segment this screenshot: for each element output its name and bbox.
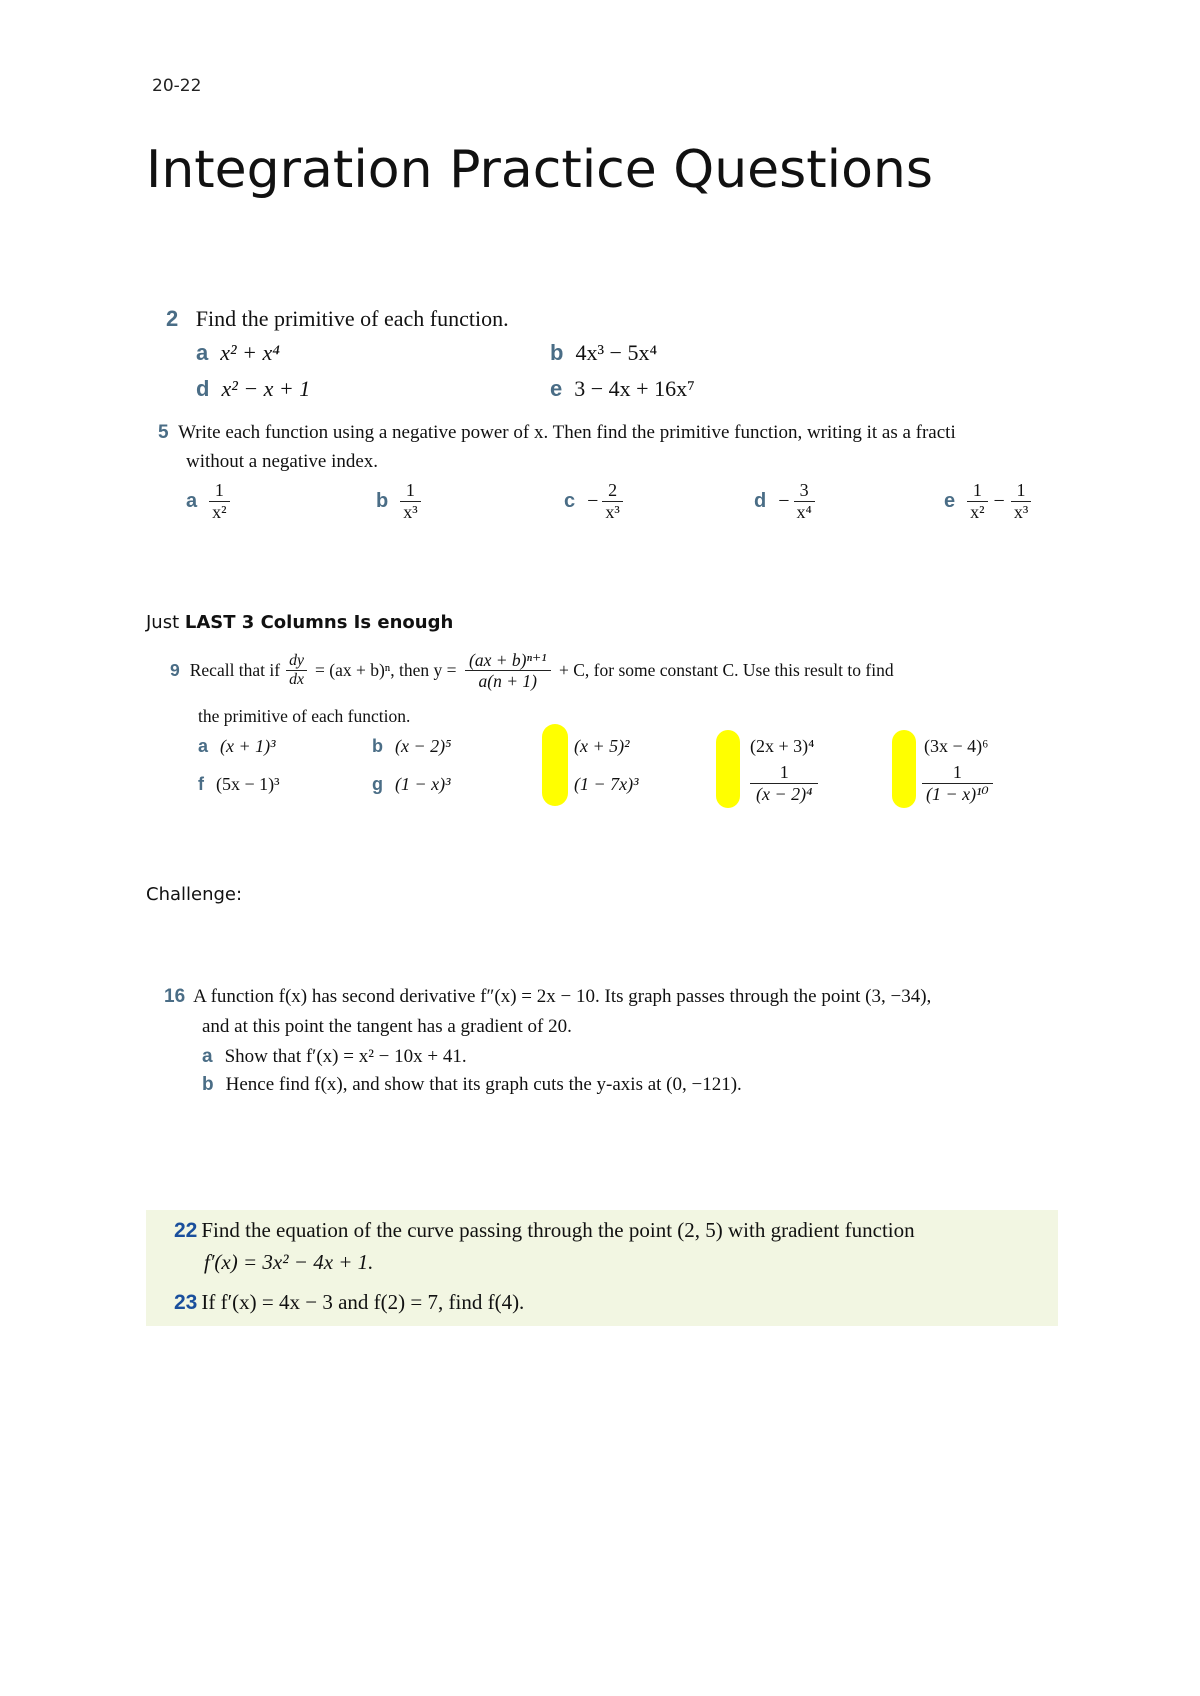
q2-number: 2 [166,306,179,331]
q9-item-a: a (x + 1)³ [198,736,276,756]
q9-item-f: f (5x − 1)³ [198,774,280,794]
q2-item-e-expr: 3 − 4x + 16x⁷ [574,376,695,401]
q9-item-b: b (x − 2)⁵ [372,736,452,756]
page-date: 20-22 [152,76,202,96]
q5-number: 5 [158,422,169,443]
q2-item-b: b 4x³ − 5x⁴ [550,340,658,365]
q5-item-c: c − $\frac{2}{\text{x³}}$ [564,480,623,522]
q16-line1: 16 A function f(x) has second derivative f″(x) = 2x − 10. Its graph passes through the point (3, −34), [164,986,932,1007]
q2-heading [166,306,509,332]
page-title: Integration Practice Questions [146,140,933,200]
q2-item-a-expr: x² + x⁴ [220,340,280,365]
q2-text: Find the primitive of each function. [195,306,509,331]
q5-item-e: e $\frac{1}{\text{x²}}$ − $\frac{1}{\text{x³}}$ [944,480,1031,522]
q5-item-a: a $\frac{1}{\text{x²}}$ [186,480,230,522]
highlight-marker [892,730,916,808]
q2-item-a: a x² + x⁴ [196,340,280,365]
q9-item-h: (1 − 7x)³ [574,774,639,794]
q16-line2: and at this point the tangent has a gradient of 20. [202,1016,572,1037]
q2-item-d-expr: x² − x + 1 [221,376,311,401]
q2-item-d: d x² − x + 1 [196,376,311,401]
q23-number: 23 [174,1291,198,1314]
q2-item-b-expr: 4x³ − 5x⁴ [575,340,658,365]
q5-item-b: b $\frac{1}{\text{x³}}$ [376,480,421,522]
q16-part-a: a Show that f′(x) = x² − 10x + 41. [202,1046,467,1067]
q9-item-j: $\frac{1}{\text{(1 − x)¹⁰}}$ [922,762,993,804]
q2-item-e: e 3 − 4x + 16x⁷ [550,376,695,401]
q22-line2: f′(x) = 3x² − 4x + 1. [204,1250,374,1274]
q5-item-d: d − $\frac{3}{\text{x⁴}}$ [754,480,815,522]
q9-statement: 9 Recall that if $\frac{dy}{dx}$ = (ax + b)ⁿ, then y = $\frac{\text{(ax + b)ⁿ⁺¹}}{a(n + 1)}$ + C, for some constant C. Use this result to find [170,650,894,692]
instruction-note-bold: LAST 3 Columns Is enough [184,612,454,633]
q9-number: 9 [170,660,180,681]
q9-item-c: (x + 5)² [574,736,630,756]
q9-item-g: g (1 − x)³ [372,774,451,794]
q9-item-e: (3x − 4)⁶ [924,736,989,756]
instruction-note: Just LAST 3 Columns Is enough [146,612,454,633]
q22-line1: 22 Find the equation of the curve passing through the point (2, 5) with gradient function [174,1218,915,1242]
q16-number: 16 [164,986,186,1007]
q5-text: 5 Write each function using a negative power of x. Then find the primitive function, writing it as a fracti without a negative index. [158,422,956,472]
q9-item-d: (2x + 3)⁴ [750,736,815,756]
q9-statement-line2: the primitive of each function. [198,706,411,726]
highlight-marker [542,724,568,806]
q22-number: 22 [174,1219,198,1242]
highlight-marker [716,730,740,808]
challenge-label: Challenge: [146,884,243,905]
q16-part-b: b Hence find f(x), and show that its graph cuts the y-axis at (0, −121). [202,1074,742,1095]
q23-line: 23 If f′(x) = 4x − 3 and f(2) = 7, find f(4). [174,1290,525,1314]
q9-item-i: $\frac{1}{\text{(x − 2)⁴}}$ [750,762,818,804]
